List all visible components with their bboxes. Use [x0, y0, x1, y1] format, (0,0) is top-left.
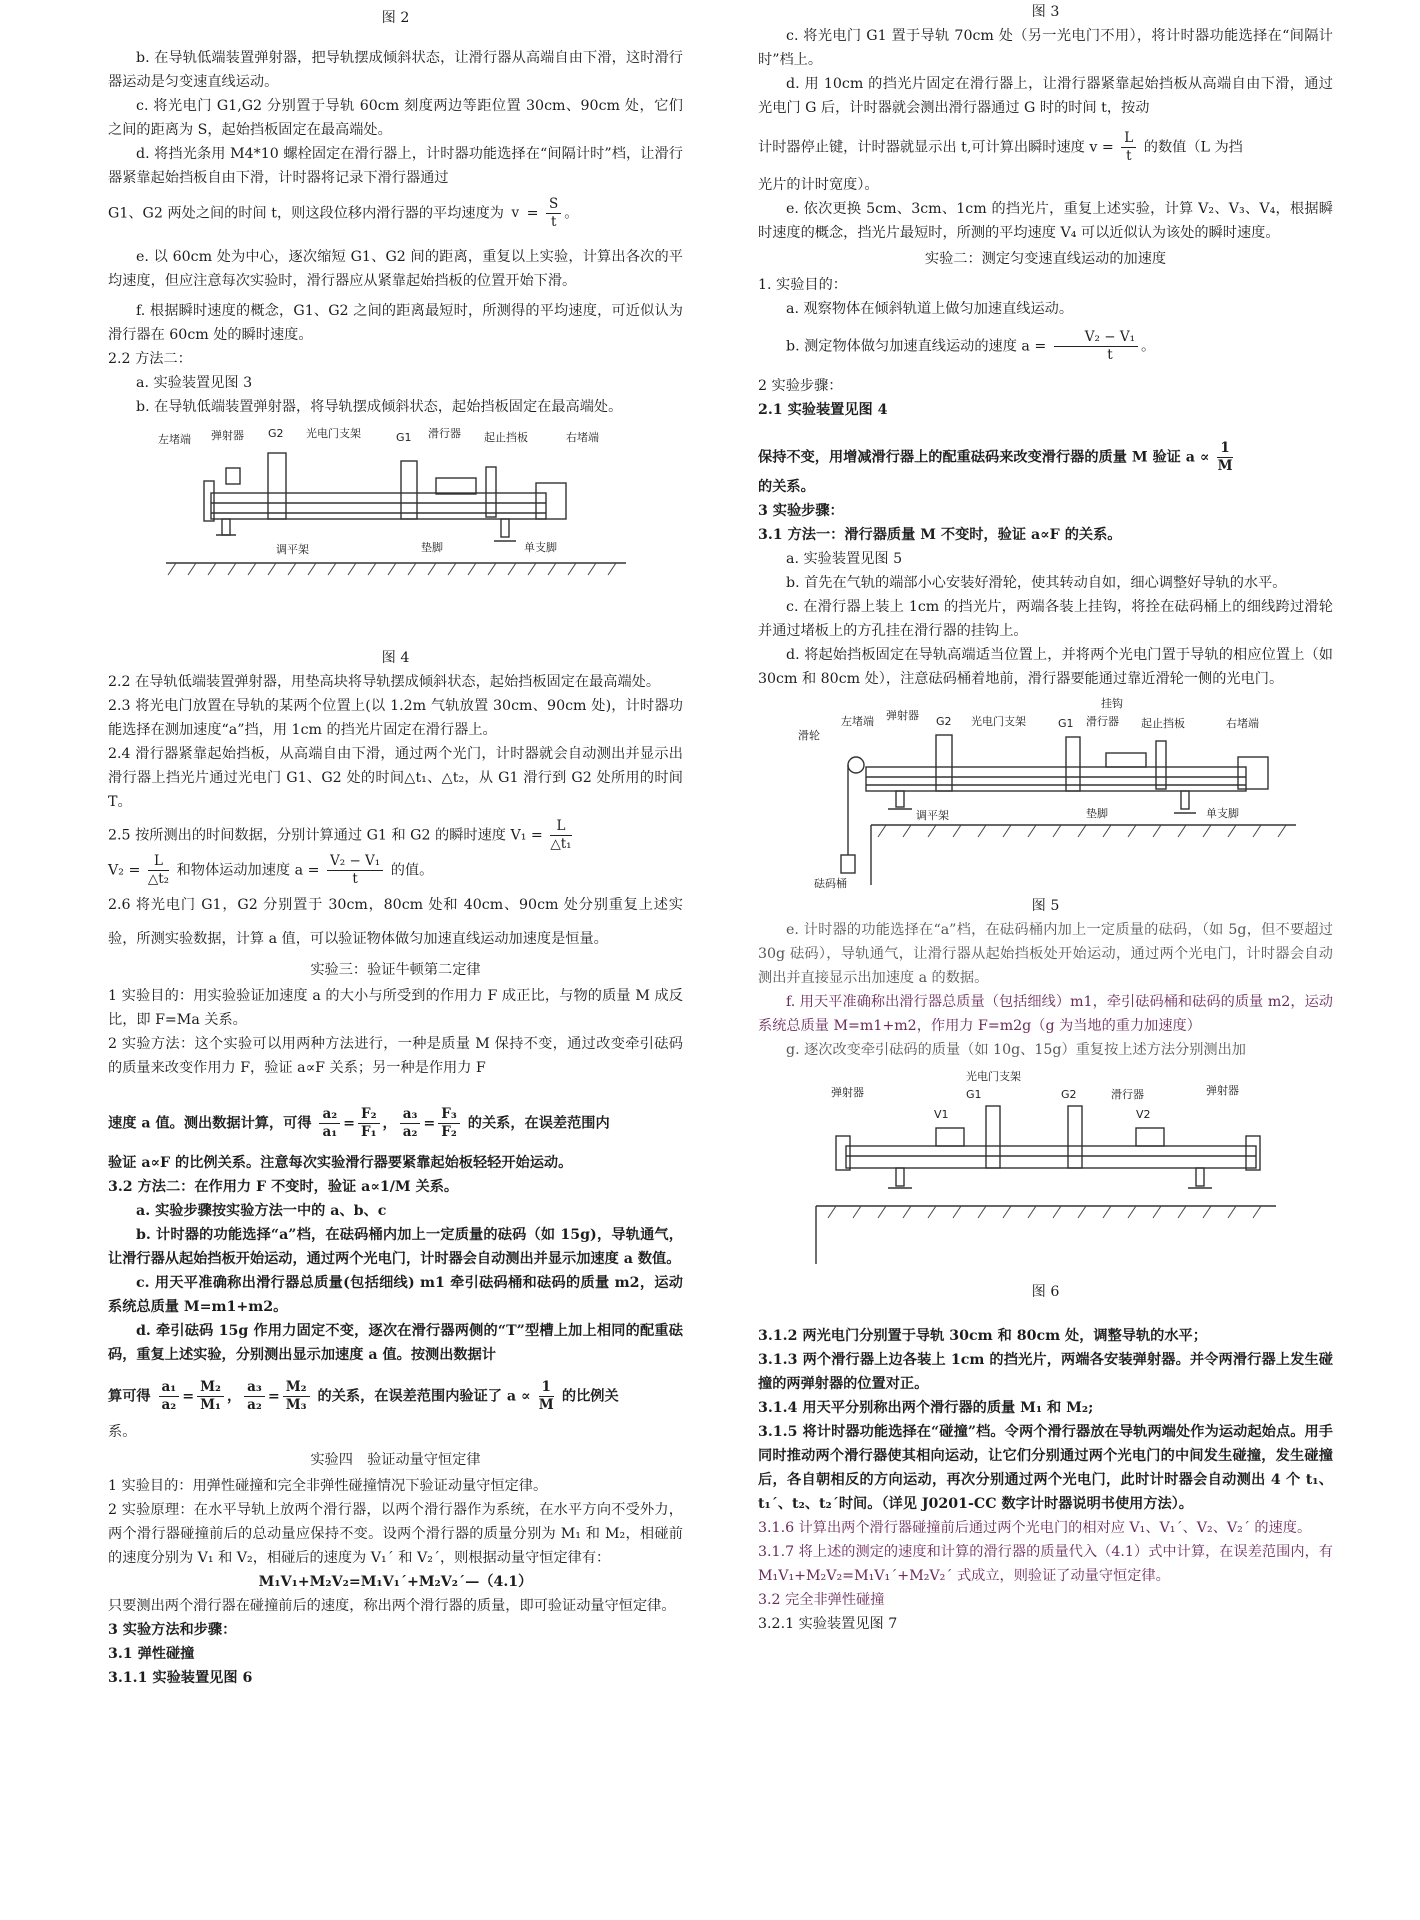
fraction-a2-a1 — [319, 1106, 340, 1141]
r-317: 3.1.7 将上述的测定的速度和计算的滑行器的质量代入（4.1）式中计算，在误差范围内，有 M₁V₁+M₂V₂=M₁V₁´+M₂V₂´ 式成立，则验证了动量守恒定律。 — [758, 1544, 1333, 1584]
label-g2-5: G2 — [935, 715, 952, 728]
step-2-3: 2.3 将光电门放置在导轨的某两个位置上(以 1.2m 气轨放置 30cm、90cm 处)，计时器功能选择在测加速度“a”挡，用 1cm 的挡光片固定在滑行器上。 — [108, 698, 683, 738]
label-slider-5: 滑行器 — [1085, 715, 1119, 728]
fraction-f3-f2 — [438, 1106, 460, 1141]
fraction-f2-f1 — [358, 1106, 380, 1141]
step-2-5-cont — [108, 853, 683, 888]
figure-6-diagram — [806, 1066, 1286, 1266]
fraction-denominator: a₂ — [402, 1124, 418, 1140]
step-d-text: G1、G2 两处之间的时间 t，则这段位移内滑行器的平均速度为 — [108, 205, 504, 222]
fig5-caption: 图 5 — [1031, 898, 1060, 914]
step-d: d. 将挡光条用 M4*10 螺栓固定在滑行器上，计时器功能选择在“间隔计时”档，让滑行器紧靠起始挡板自由下滑，计时器将记录下滑行器通过 — [108, 146, 683, 186]
r-314: 3.1.4 用天平分别称出两个滑行器的质量 M₁ 和 M₂; — [758, 1400, 1094, 1416]
figure-4-diagram — [156, 423, 636, 608]
label-g2: G2 — [267, 427, 284, 440]
fraction-denominator: a₂ — [161, 1397, 177, 1413]
step-2-2: 2.2 在导轨低端装置弹射器，用垫高块将导轨摆成倾斜状态，起始挡板固定在最高端处。 — [108, 674, 661, 690]
r-31: 3.1 方法一：滑行器质量 M 不变时，验证 a∝F 的关系。 — [758, 527, 1122, 543]
exp3-method-two: 3.2 方法二：在作用力 F 不变时，验证 a∝1/M 关系。 — [108, 1179, 459, 1195]
r-steps-3: 3 实验步骤： — [758, 503, 844, 519]
method-two-b: b. 在导轨低端装置弹射器，将导轨摆成倾斜状态，起始挡板固定在最高端处。 — [136, 399, 623, 415]
experiment-4-title: 实验四 验证动量守恒定律 — [310, 1452, 481, 1468]
label-stop-5: 起止挡板 — [1140, 717, 1185, 730]
right-column — [758, 0, 1333, 1636]
exp3-calc-end: 的关系，在误差范围内 — [467, 1115, 610, 1132]
fig3-caption: 图 3 — [1031, 4, 1060, 20]
method-two-a: a. 实验装置见图 3 — [136, 375, 253, 391]
label-level-5: 调平架 — [915, 809, 949, 822]
fraction-denominator: △t₁ — [550, 836, 572, 852]
fraction-numerator: L — [148, 853, 169, 871]
fraction-denominator: F₁ — [361, 1124, 377, 1140]
r-step-d: d. 用 10cm 的挡光片固定在滑行器上，让滑行器紧靠起始挡板从高端自由下滑，通过光电门 G 后，计时器就会测出滑行器通过 G 时的时间 t，按动 — [758, 76, 1333, 116]
r-313: 3.1.3 两个滑行器上边各装上 1cm 的挡光片，两端各安装弹射器。并令两滑行器上发生碰撞的两弹射器的位置对正。 — [758, 1352, 1333, 1392]
exp4-elastic: 3.1 弹性碰撞 — [108, 1646, 195, 1662]
exp2-steps: 2 实验步骤： — [758, 378, 843, 394]
exp3-m2-b: b. 计时器的功能选择“a”档，在砝码桶内加上一定质量的砝码（如 15g)，导轨通气，让滑行器从起始挡板开始运动，通过两个光电门，计时器会自动测出并显示加速度 a 数值。 — [108, 1227, 683, 1267]
fraction-denominator: △t₂ — [147, 871, 170, 887]
label-slider: 滑行器 — [427, 427, 461, 440]
experiment-2-title: 实验二：测定匀变速直线运动的加速度 — [924, 251, 1167, 267]
exp3-m2-d: d. 牵引砝码 15g 作用力固定不变，逐次在滑行器两侧的“T”型槽上加上相同的配重砝码，重复上述实验，分别测出显示加速度 a 值。按测出数据计 — [108, 1323, 683, 1363]
label-block-5: 垫脚 — [1085, 807, 1108, 820]
fraction-denominator: t — [352, 871, 358, 887]
label-launcher-right: 弹射器 — [1205, 1084, 1239, 1097]
r-31a: a. 实验装置见图 5 — [786, 551, 903, 567]
exp3-calc-text: 速度 a 值。测出数据计算，可得 — [108, 1115, 312, 1132]
label-bracket-5: 光电门支架 — [970, 715, 1026, 728]
exp3-m2-c: c. 用天平准确称出滑行器总质量(包括细线) m1 牵引砝码桶和砝码的质量 m2，运动系统总质量 M=m1+m2。 — [108, 1275, 683, 1315]
formula-lhs: v — [511, 205, 520, 221]
fraction-accel — [327, 853, 383, 888]
exp4-steps: 3 实验方法和步骤： — [108, 1622, 237, 1638]
label-g1: G1 — [395, 431, 412, 444]
fraction-numerator: a₂ — [319, 1106, 340, 1124]
exp2-purpose-a: a. 观察物体在倾斜轨道上做匀加速直线运动。 — [786, 301, 1074, 317]
step-c: c. 将光电门 G1,G2 分别置于导轨 60cm 刻度两边等距位置 30cm、90cm 处，它们之间的距离为 S，起始挡板固定在最高端处。 — [108, 98, 683, 138]
r-keep-end: 的关系。 — [758, 479, 815, 495]
fraction-1-over-m — [539, 1379, 554, 1414]
r-step-d-end: 的数值（L 为挡 — [1143, 139, 1243, 156]
fraction-numerator: a₃ — [244, 1379, 265, 1397]
label-g1-5: G1 — [1057, 717, 1074, 730]
label-slider-6: 滑行器 — [1110, 1088, 1144, 1101]
r-31d: d. 将起始挡板固定在导轨高端适当位置上，并将两个光电门置于导轨的相应位置上（如 30cm 和 80cm 处），注意砝码桶着地前，滑行器要能通过靠近滑轮一侧的光电门。 — [758, 647, 1333, 687]
fraction-m2-m3 — [283, 1379, 310, 1414]
fraction-numerator: L — [550, 818, 571, 836]
exp3-mass-end: 的比例关 — [561, 1388, 619, 1405]
fraction-accel-def — [1054, 329, 1138, 364]
exp3-mass-tail: 系。 — [108, 1424, 137, 1440]
fraction-1-over-m-right — [1217, 440, 1232, 475]
r-31b: b. 首先在气轨的端部小心安装好滑轮，使其转动自如，细心调整好导轨的水平。 — [786, 575, 1287, 591]
fraction-numerator: a₁ — [159, 1379, 180, 1397]
fraction-numerator: M₂ — [283, 1379, 310, 1397]
left-column — [108, 0, 683, 1690]
fraction-numerator: V₂ − V₁ — [1054, 329, 1138, 347]
fraction-denominator: M₃ — [285, 1397, 307, 1413]
experiment-3-title: 实验三：验证牛顿第二定律 — [310, 962, 481, 978]
label-hook: 挂钩 — [1100, 697, 1123, 710]
r-keep-text: 保持不变，用增减滑行器上的配重砝码来改变滑行器的质量 M 验证 a ∝ — [758, 449, 1210, 466]
avg-velocity-formula — [511, 205, 519, 222]
label-v1: V1 — [933, 1108, 949, 1121]
fraction-numerator: M₂ — [197, 1379, 224, 1397]
r-keep-constant — [758, 440, 1333, 475]
step-d-formula-line: G1、G2 两处之间的时间 t，则这段位移内滑行器的平均速度为 v = $\frac{S}{t}$ 。 — [108, 196, 579, 230]
figure-5-diagram — [786, 695, 1306, 890]
label-pulley: 滑轮 — [797, 729, 820, 742]
exp4-principle: 2 实验原理：在水平导轨上放两个滑行器，以两个滑行器作为系统，在水平方向不受外力，两个滑行器碰撞前后的总动量应保持不变。设两个滑行器的质量分别为 M₁ 和 M₂，相碰前的速度分别为 V₁ 和 V₂，相碰后的速度为 V₁´ 和 V₂´，则根据动量守恒定律有： — [108, 1502, 683, 1566]
fraction-numerator: L — [1121, 130, 1136, 148]
fraction-numerator: 1 — [1217, 440, 1232, 458]
fraction-denominator: a₁ — [322, 1124, 338, 1140]
r-312: 3.1.2 两光电门分别置于导轨 30cm 和 80cm 处，调整导轨的水平； — [758, 1328, 1207, 1344]
label-launcher-left: 弹射器 — [830, 1086, 864, 1099]
step-2-5 — [108, 818, 683, 853]
exp2-purpose: 1. 实验目的： — [758, 277, 847, 293]
fraction-denominator: F₂ — [441, 1124, 457, 1140]
r-321: 3.2.1 实验装置见图 7 — [758, 1616, 898, 1632]
exp4-311: 3.1.1 实验装置见图 6 — [108, 1670, 253, 1686]
label-bracket-6: 光电门支架 — [965, 1070, 1021, 1083]
fraction-s-over-t — [546, 196, 561, 231]
exp2-21: 2.1 实验装置见图 4 — [758, 402, 888, 418]
fraction-l-over-dt1 — [550, 818, 571, 853]
fraction-denominator: t — [1126, 148, 1132, 164]
label-bracket: 光电门支架 — [305, 427, 361, 440]
label-left-end: 左堵端 — [157, 433, 191, 446]
r-315: 3.1.5 将计时器功能选择在“碰撞”档。令两个滑行器放在导轨两端处作为运动起始点。用手同时推动两个滑行器使其相向运动，让它们分别通过两个光电门的中间发生碰撞，发生碰撞后，各自朝相反的方向运动，再次分别通过两个光电门，此时计时器会自动测出 4 个 t₁、t₁´、t₂、t₂´时间。（详见 J0201-CC 数字计时器说明书使用方法）。 — [758, 1424, 1333, 1512]
r-step-c: c. 将光电门 G1 置于导轨 70cm 处（另一光电门不用），将计时器功能选择在“间隔计时”档上。 — [758, 28, 1333, 68]
fraction-l-over-dt2 — [148, 853, 169, 888]
label-launcher-5: 弹射器 — [885, 709, 919, 722]
r-step-d-tail: 光片的计时宽度）。 — [758, 177, 879, 193]
r-31c: c. 在滑行器上装上 1cm 的挡光片，两端各装上挂钩，将拴在砝码桶上的细线跨过滑轮并通过堵板上的方孔挂在滑行器的挂钩上。 — [758, 599, 1333, 639]
label-level: 调平架 — [275, 543, 309, 556]
label-foot-5: 单支脚 — [1205, 807, 1239, 820]
label-stop: 起止挡板 — [483, 431, 528, 444]
r-step-d-formula — [758, 130, 1333, 165]
fraction-a3-a2 — [400, 1106, 421, 1141]
fraction-denominator: M — [1217, 458, 1233, 474]
step-2-5-text: 2.5 按所测出的时间数据，分别计算通过 G1 和 G2 的瞬时速度 V₁ = — [108, 827, 543, 844]
fraction-numerator: F₃ — [438, 1106, 460, 1124]
label-right-end: 右堵端 — [565, 431, 599, 444]
label-left-end-5: 左堵端 — [840, 715, 874, 728]
label-right-end-5: 右堵端 — [1225, 717, 1259, 730]
r-step-g5: g. 逐次改变牵引砝码的质量（如 10g、15g）重复按上述方法分别测出加 — [786, 1042, 1246, 1058]
r-step-e: e. 依次更换 5cm、3cm、1cm 的挡光片，重复上述实验，计算 V₂、V₃、V₄，根据瞬时速度的概念，挡光片最短时，所测的平均速度 V₄ 可以近似认为该处的瞬时速度。 — [758, 201, 1333, 241]
r-316: 3.1.6 计算出两个滑行器碰撞前后通过两个光电门的相对应 V₁、V₁´、V₂、V₂´ 的速度。 — [758, 1520, 1312, 1536]
exp3-purpose: 1 实验目的：用实验验证加速度 a 的大小与所受到的作用力 F 成正比，与物的质量 M 成反比，即 F=Ma 关系。 — [108, 988, 683, 1028]
fraction-denominator: t — [550, 214, 557, 230]
fraction-l-over-t — [1121, 130, 1136, 165]
exp4-purpose: 1 实验目的：用弹性碰撞和完全非弹性碰撞情况下验证动量守恒定律。 — [108, 1478, 548, 1494]
step-2-4: 2.4 滑行器紧靠起始挡板，从高端自由下滑，通过两个光门，计时器就会自动测出并显示出滑行器上挡光片通过光电门 G1、G2 处的时间△t₁、△t₂，从 G1 滑行到 G2 处所用的时间 T。 — [108, 746, 683, 810]
fig6-caption: 图 6 — [1031, 1284, 1060, 1300]
fraction-numerator: S — [546, 196, 561, 214]
fig4-caption: 图 4 — [381, 650, 410, 666]
fraction-numerator: V₂ − V₁ — [327, 853, 383, 871]
method-two: 2.2 方法二： — [108, 351, 192, 367]
step-2-6: 2.6 将光电门 G1，G2 分别置于 30cm，80cm 处和 40cm、90cm 处分别重复上述实验，所测实验数据，计算 a 值，可以验证物体做匀加速直线运动加速度是恒量。 — [108, 897, 683, 947]
v2-label: V₂ = — [108, 862, 141, 879]
fraction-numerator: a₃ — [400, 1106, 421, 1124]
fraction-numerator: F₂ — [358, 1106, 380, 1124]
exp3-method: 2 实验方法：这个实验可以用两种方法进行，一种是质量 M 保持不变，通过改变牵引砝码的质量来改变作用力 F，验证 a∝F 关系；另一种是作用力 F — [108, 1036, 683, 1076]
r-32: 3.2 完全非弹性碰撞 — [758, 1592, 885, 1608]
fraction-denominator: M₁ — [200, 1397, 221, 1413]
exp3-mass-text: 算可得 — [108, 1388, 151, 1405]
label-foot: 单支脚 — [523, 541, 557, 554]
step-e: e. 以 60cm 处为中心，逐次缩短 G1、G2 间的距离，重复以上实验，计算出各次的平均速度，但应注意每次实验时，滑行器应从紧靠起始挡板的位置开始下滑。 — [108, 249, 683, 289]
step-f: f. 根据瞬时速度的概念，G1、G2 之间的距离最短时，所测得的平均速度，可近似认为滑行器在 60cm 处的瞬时速度。 — [108, 303, 683, 343]
fraction-denominator: M — [538, 1397, 554, 1413]
fraction-a1-a2 — [159, 1379, 180, 1414]
fraction-denominator: a₂ — [247, 1397, 262, 1413]
fig2-caption: 图 2 — [381, 10, 410, 26]
label-g2-6: G2 — [1060, 1088, 1077, 1101]
accel-text: 和物体运动加速度 a = — [176, 862, 320, 879]
r-step-f5: f. 用天平准确称出滑行器总质量（包括细线）m1，牵引砝码桶和砝码的质量 m2，运动系统总质量 M=m1+m2，作用力 F=m2g（g 为当地的重力加速度） — [758, 994, 1333, 1034]
exp3-calc: 速度 a 值。测出数据计算，可得 $\frac{\text{a₂}}{\text{a₁}}$ = $\frac{\text{F₂}}{\text{F₁}}$ ， $\frac{\text{a₃}}{\text{a₂}}$ = $\frac{\text{F₃}}{\text{F₂}}$ 的关系，在误差范围内 — [108, 1106, 610, 1140]
label-v2: V2 — [1135, 1108, 1151, 1121]
exp2-purpose-b: b. 测定物体做匀加速直线运动的速度 a = $\frac{\text{V₂ − V₁}}{t}$ 。 — [786, 329, 1156, 363]
exp4-after: 只要测出两个滑行器在碰撞前后的速度，称出两个滑行器的质量，即可验证动量守恒定律。 — [108, 1598, 676, 1614]
r-step-d-text: 计时器停止键，计时器就显示出 t,可计算出瞬时速度 v = — [758, 139, 1114, 156]
fraction-m2-m1 — [197, 1379, 224, 1414]
fraction-denominator: t — [1107, 347, 1113, 363]
exp2-purpose-b-text: b. 测定物体做匀加速直线运动的速度 a = — [786, 338, 1047, 355]
momentum-equation: M₁V₁+M₂V₂=M₁V₁´+M₂V₂´—（4.1） — [258, 1574, 533, 1590]
fraction-a3-a2-m — [244, 1379, 265, 1414]
step-b: b. 在导轨低端装置弹射器，把导轨摆成倾斜状态，让滑行器从高端自由下滑，这时滑行器运动是匀变速直线运动。 — [108, 50, 683, 90]
step-2-5-end: 的值。 — [390, 862, 434, 879]
exp3-verify: 验证 a∝F 的比例关系。注意每次实验滑行器要紧靠起始板轻轻开始运动。 — [108, 1155, 573, 1171]
label-launcher: 弹射器 — [210, 429, 244, 442]
label-g1-6: G1 — [965, 1088, 982, 1101]
label-bucket: 砝码桶 — [813, 877, 847, 890]
exp3-mass-mid: 的关系，在误差范围内验证了 a ∝ — [317, 1388, 531, 1405]
fraction-numerator: 1 — [539, 1379, 554, 1397]
r-step-e5: e. 计时器的功能选择在“a”档，在砝码桶内加上一定质量的砝码，（如 5g，但不要超过 30g 砝码），导轨通气，让滑行器从起始挡板处开始运动，通过两个光电门，计时器会自动测出并直接显示出加速度 a 的数据。 — [758, 922, 1333, 986]
exp3-m2-a: a. 实验步骤按实验方法一中的 a、b、c — [136, 1203, 387, 1219]
exp3-mass-relation: 算可得 $\frac{\text{a₁}}{\text{a₂}}$ = $\frac{\text{M₂}}{\text{M₁}}$ ， $\frac{\text{a₃}}{\text{a₂}}$ = $\frac{\text{M₂}}{\text{M₃}}$ 的关系，在误差范围内验证了 a ∝ $\frac{1}{M}$ 的比例关 — [108, 1379, 619, 1413]
label-block: 垫脚 — [420, 541, 443, 554]
